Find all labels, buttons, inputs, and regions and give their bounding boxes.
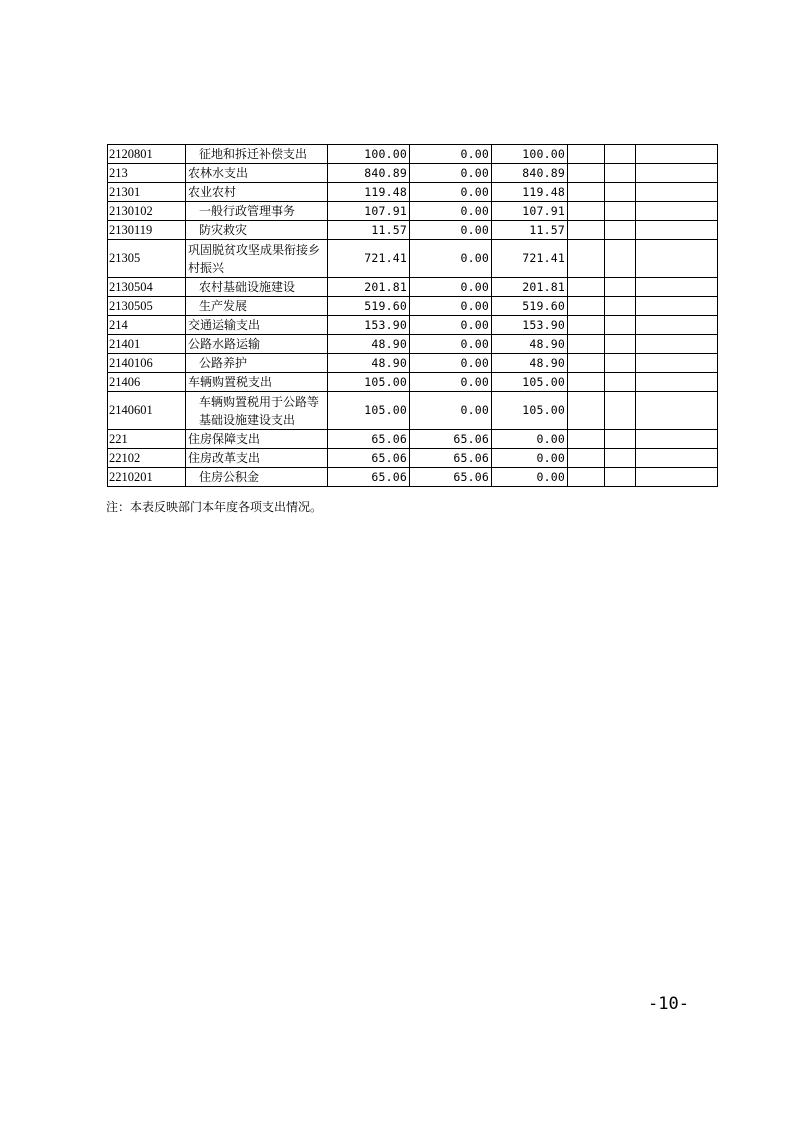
empty-cell: [636, 297, 718, 316]
empty-cell: [636, 373, 718, 392]
table-row: [108, 297, 718, 316]
table-row: [108, 240, 718, 278]
empty-cell: [568, 164, 605, 183]
table-row: [108, 449, 718, 468]
basic-expenditure-cell: 65.06: [410, 430, 492, 449]
empty-cell: [636, 468, 718, 487]
table-row: [108, 392, 718, 430]
table-row: [108, 145, 718, 164]
table-row: [108, 335, 718, 354]
empty-cell: [568, 183, 605, 202]
table-row: [108, 183, 718, 202]
project-expenditure-cell: 201.81: [492, 278, 568, 297]
basic-expenditure-cell: 0.00: [410, 183, 492, 202]
item-name-cell: 住房改革支出: [186, 449, 328, 468]
empty-cell: [605, 278, 636, 297]
total-amount-cell: 48.90: [328, 335, 410, 354]
total-amount-cell: 65.06: [328, 430, 410, 449]
total-amount-cell: 107.91: [328, 202, 410, 221]
function-code-cell: 2130119: [108, 221, 186, 240]
item-name-cell: 住房公积金: [186, 468, 328, 487]
empty-cell: [605, 468, 636, 487]
empty-cell: [636, 449, 718, 468]
item-name-cell: 车辆购置税支出: [186, 373, 328, 392]
basic-expenditure-cell: 0.00: [410, 373, 492, 392]
function-code-cell: 21301: [108, 183, 186, 202]
table-row: [108, 221, 718, 240]
total-amount-cell: 201.81: [328, 278, 410, 297]
empty-cell: [636, 240, 718, 278]
item-name-cell: 公路养护: [186, 354, 328, 373]
empty-cell: [636, 221, 718, 240]
empty-cell: [605, 145, 636, 164]
basic-expenditure-cell: 0.00: [410, 297, 492, 316]
basic-expenditure-cell: 0.00: [410, 202, 492, 221]
table-row: [108, 373, 718, 392]
empty-cell: [568, 221, 605, 240]
item-name-cell: 公路水路运输: [186, 335, 328, 354]
total-amount-cell: 153.90: [328, 316, 410, 335]
empty-cell: [605, 430, 636, 449]
basic-expenditure-cell: 65.06: [410, 449, 492, 468]
table-body: [108, 145, 718, 487]
basic-expenditure-cell: 0.00: [410, 164, 492, 183]
function-code-cell: 213: [108, 164, 186, 183]
empty-cell: [568, 240, 605, 278]
empty-cell: [605, 202, 636, 221]
function-code-cell: 2130504: [108, 278, 186, 297]
total-amount-cell: 119.48: [328, 183, 410, 202]
empty-cell: [605, 335, 636, 354]
total-amount-cell: 840.89: [328, 164, 410, 183]
project-expenditure-cell: 519.60: [492, 297, 568, 316]
empty-cell: [605, 240, 636, 278]
empty-cell: [568, 202, 605, 221]
empty-cell: [568, 335, 605, 354]
item-name-cell: 一般行政管理事务: [186, 202, 328, 221]
total-amount-cell: 105.00: [328, 392, 410, 430]
table-row: [108, 278, 718, 297]
empty-cell: [605, 373, 636, 392]
empty-cell: [636, 430, 718, 449]
empty-cell: [568, 145, 605, 164]
page-number: -10-: [648, 994, 689, 1014]
item-name-cell: 交通运输支出: [186, 316, 328, 335]
total-amount-cell: 65.06: [328, 449, 410, 468]
item-name-cell: 农业农村: [186, 183, 328, 202]
empty-cell: [605, 164, 636, 183]
empty-cell: [605, 221, 636, 240]
function-code-cell: 221: [108, 430, 186, 449]
basic-expenditure-cell: 0.00: [410, 240, 492, 278]
basic-expenditure-cell: 0.00: [410, 145, 492, 164]
basic-expenditure-cell: 0.00: [410, 335, 492, 354]
total-amount-cell: 721.41: [328, 240, 410, 278]
function-code-cell: 2210201: [108, 468, 186, 487]
empty-cell: [605, 354, 636, 373]
item-name-cell: 巩固脱贫攻坚成果衔接乡村振兴: [186, 240, 328, 278]
empty-cell: [636, 164, 718, 183]
empty-cell: [605, 392, 636, 430]
empty-cell: [636, 335, 718, 354]
project-expenditure-cell: 48.90: [492, 354, 568, 373]
table-row: [108, 202, 718, 221]
total-amount-cell: 519.60: [328, 297, 410, 316]
empty-cell: [568, 373, 605, 392]
project-expenditure-cell: 0.00: [492, 449, 568, 468]
expenditure-table: [107, 144, 718, 487]
project-expenditure-cell: 100.00: [492, 145, 568, 164]
function-code-cell: 2120801: [108, 145, 186, 164]
empty-cell: [568, 449, 605, 468]
empty-cell: [568, 316, 605, 335]
total-amount-cell: 48.90: [328, 354, 410, 373]
project-expenditure-cell: 105.00: [492, 373, 568, 392]
basic-expenditure-cell: 0.00: [410, 354, 492, 373]
table-note: 注：本表反映部门本年度各项支出情况。: [106, 500, 323, 514]
total-amount-cell: 11.57: [328, 221, 410, 240]
empty-cell: [636, 202, 718, 221]
empty-cell: [568, 297, 605, 316]
table-row: [108, 468, 718, 487]
function-code-cell: 2130102: [108, 202, 186, 221]
empty-cell: [568, 354, 605, 373]
project-expenditure-cell: 153.90: [492, 316, 568, 335]
project-expenditure-cell: 840.89: [492, 164, 568, 183]
basic-expenditure-cell: 0.00: [410, 221, 492, 240]
empty-cell: [605, 316, 636, 335]
total-amount-cell: 100.00: [328, 145, 410, 164]
empty-cell: [636, 316, 718, 335]
total-amount-cell: 65.06: [328, 468, 410, 487]
item-name-cell: 生产发展: [186, 297, 328, 316]
project-expenditure-cell: 105.00: [492, 392, 568, 430]
function-code-cell: 22102: [108, 449, 186, 468]
empty-cell: [568, 392, 605, 430]
function-code-cell: 214: [108, 316, 186, 335]
empty-cell: [605, 183, 636, 202]
item-name-cell: 农林水支出: [186, 164, 328, 183]
project-expenditure-cell: 107.91: [492, 202, 568, 221]
project-expenditure-cell: 0.00: [492, 430, 568, 449]
function-code-cell: 21401: [108, 335, 186, 354]
function-code-cell: 2140106: [108, 354, 186, 373]
empty-cell: [636, 354, 718, 373]
empty-cell: [605, 297, 636, 316]
project-expenditure-cell: 721.41: [492, 240, 568, 278]
table-row: [108, 164, 718, 183]
project-expenditure-cell: 11.57: [492, 221, 568, 240]
basic-expenditure-cell: 0.00: [410, 316, 492, 335]
project-expenditure-cell: 119.48: [492, 183, 568, 202]
basic-expenditure-cell: 0.00: [410, 278, 492, 297]
item-name-cell: 防灾救灾: [186, 221, 328, 240]
item-name-cell: 征地和拆迁补偿支出: [186, 145, 328, 164]
empty-cell: [636, 145, 718, 164]
function-code-cell: 2140601: [108, 392, 186, 430]
empty-cell: [568, 278, 605, 297]
project-expenditure-cell: 0.00: [492, 468, 568, 487]
table-row: [108, 430, 718, 449]
empty-cell: [568, 468, 605, 487]
function-code-cell: 21305: [108, 240, 186, 278]
empty-cell: [568, 430, 605, 449]
empty-cell: [636, 183, 718, 202]
total-amount-cell: 105.00: [328, 373, 410, 392]
item-name-cell: 住房保障支出: [186, 430, 328, 449]
basic-expenditure-cell: 0.00: [410, 392, 492, 430]
item-name-cell: 车辆购置税用于公路等基础设施建设支出: [186, 392, 328, 430]
basic-expenditure-cell: 65.06: [410, 468, 492, 487]
project-expenditure-cell: 48.90: [492, 335, 568, 354]
empty-cell: [636, 392, 718, 430]
table-row: [108, 354, 718, 373]
empty-cell: [605, 449, 636, 468]
table-row: [108, 316, 718, 335]
function-code-cell: 2130505: [108, 297, 186, 316]
function-code-cell: 21406: [108, 373, 186, 392]
empty-cell: [636, 278, 718, 297]
item-name-cell: 农村基础设施建设: [186, 278, 328, 297]
